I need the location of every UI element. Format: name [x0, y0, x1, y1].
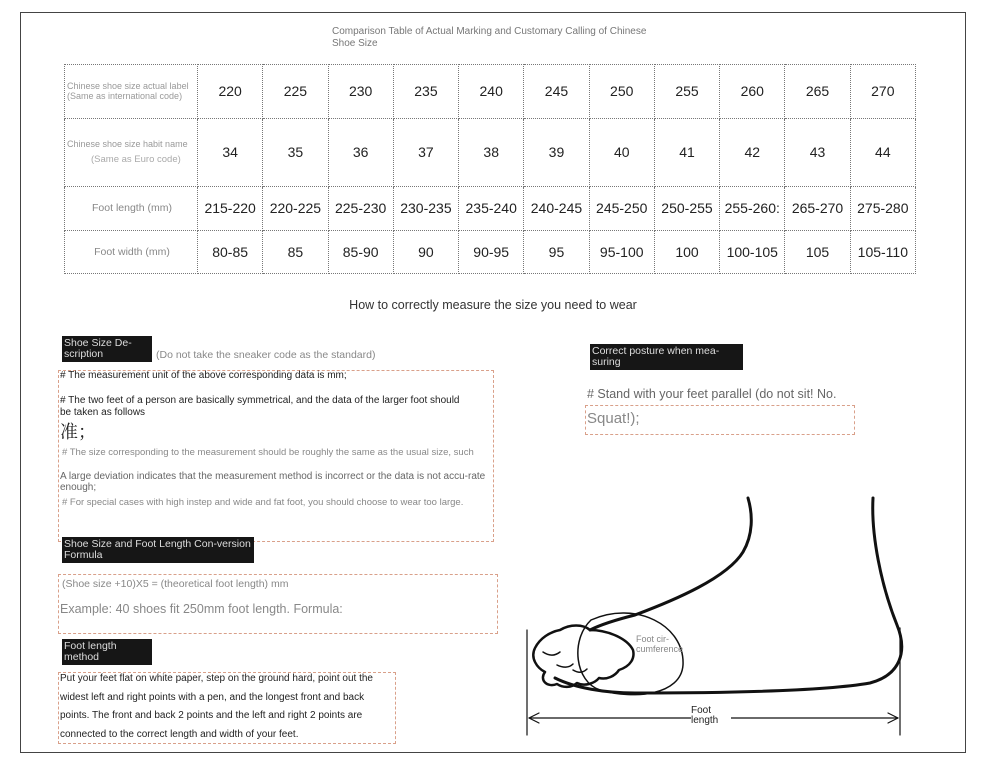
table-row [65, 65, 916, 119]
toe-crease-1 [543, 652, 560, 655]
table-cell: 80-85 [198, 230, 263, 273]
desc-line-2: # The two feet of a person are basically symmetrical, and the data of the larger foot should be taken as follows [60, 395, 460, 418]
table-cell: 42 [720, 118, 785, 187]
table-cell: 39 [524, 118, 589, 187]
table-cell: 105 [785, 230, 850, 273]
table-cell: 36 [328, 118, 393, 187]
desc-line-3: # The size corresponding to the measurement should be roughly the same as the usual size, such [62, 447, 474, 458]
table-cell: 240 [459, 65, 524, 119]
table-title: Comparison Table of Actual Marking and Customary Calling of Chinese Shoe Size [332, 26, 647, 49]
table-cell: 220-225 [263, 187, 328, 230]
table-cell: 41 [654, 118, 719, 187]
foot-outline-back [555, 498, 902, 693]
table-cell: 85 [263, 230, 328, 273]
desc-line-5: # For special cases with high instep and wide and fat foot, you should choose to wear too large. [62, 497, 464, 508]
table-cell: 34 [198, 118, 263, 187]
table-row [65, 187, 916, 230]
size-table [64, 64, 916, 274]
table-cell: 43 [785, 118, 850, 187]
desc-tag: Shoe Size De-scription [62, 336, 152, 362]
foot-toes [533, 626, 633, 687]
table-cell: 235-240 [459, 187, 524, 230]
table-cell: 85-90 [328, 230, 393, 273]
table-cell: 215-220 [198, 187, 263, 230]
table-cell: 225-230 [328, 187, 393, 230]
table-cell: 230 [328, 65, 393, 119]
table-cell: 265 [785, 65, 850, 119]
table-cell: 44 [850, 118, 915, 187]
row-header: Foot width (mm) [65, 230, 198, 273]
table-cell: 37 [393, 118, 458, 187]
table-cell: 270 [850, 65, 915, 119]
table-row [65, 230, 916, 273]
table-cell: 100 [654, 230, 719, 273]
table-cell: 40 [589, 118, 654, 187]
table-cell: 255-260: [720, 187, 785, 230]
formula-line-1: (Shoe size +10)X5 = (theoretical foot length) mm [62, 578, 289, 590]
table-cell: 35 [263, 118, 328, 187]
row-header [65, 118, 198, 187]
table-cell: 255 [654, 65, 719, 119]
toe-crease-2 [557, 664, 573, 667]
posture-line-2: Squat!); [587, 410, 640, 427]
table-cell: 240-245 [524, 187, 589, 230]
table-cell: 38 [459, 118, 524, 187]
length-label: Foot length [691, 706, 731, 726]
table-cell: 95-100 [589, 230, 654, 273]
posture-line-1: # Stand with your feet parallel (do not sit! No. [587, 387, 837, 401]
row-header-main: Chinese shoe size habit name [67, 139, 188, 150]
row-header: Foot length (mm) [65, 187, 198, 230]
posture-tag: Correct posture when mea-suring [590, 344, 743, 370]
table-cell: 90-95 [459, 230, 524, 273]
table-row [65, 118, 916, 187]
foot-diagram [515, 490, 915, 740]
method-text: Put your feet flat on white paper, step on the ground hard, point out the widest left and right points with a pen, and the longest front and back points. The front and back 2 points and the left and right 2 points are connected to the correct length and width of your feet. [60, 673, 373, 740]
table-cell: 100-105 [720, 230, 785, 273]
table-cell: 235 [393, 65, 458, 119]
table-cell: 245-250 [589, 187, 654, 230]
foot-outline-front [590, 498, 751, 630]
table-cell: 275-280 [850, 187, 915, 230]
table-cell: 225 [263, 65, 328, 119]
table-cell: 105-110 [850, 230, 915, 273]
row-header: Chinese shoe size actual label (Same as international code) [65, 65, 198, 119]
table-cell: 220 [198, 65, 263, 119]
method-tag: Foot length method [62, 639, 152, 665]
circumference-label: Foot cir-cumference [636, 634, 684, 654]
desc-note: (Do not take the sneaker code as the standard) [156, 349, 376, 361]
formula-tag: Shoe Size and Foot Length Con-version Formula [62, 537, 254, 563]
table-cell: 250 [589, 65, 654, 119]
table-cell: 265-270 [785, 187, 850, 230]
table-cell: 260 [720, 65, 785, 119]
formula-line-2: Example: 40 shoes fit 250mm foot length. Formula: [60, 602, 343, 616]
row-header-sub: (Same as Euro code) [91, 154, 181, 166]
table-cell: 250-255 [654, 187, 719, 230]
table-cell: 95 [524, 230, 589, 273]
table-cell: 230-235 [393, 187, 458, 230]
desc-line-1: # The measurement unit of the above corresponding data is mm; [60, 370, 347, 381]
desc-big-char: 准； [60, 422, 96, 442]
table-cell: 90 [393, 230, 458, 273]
measure-heading: How to correctly measure the size you need to wear [349, 298, 637, 312]
desc-line-4: A large deviation indicates that the measurement method is incorrect or the data is not accu-rate enough; [60, 471, 486, 493]
table-cell: 245 [524, 65, 589, 119]
